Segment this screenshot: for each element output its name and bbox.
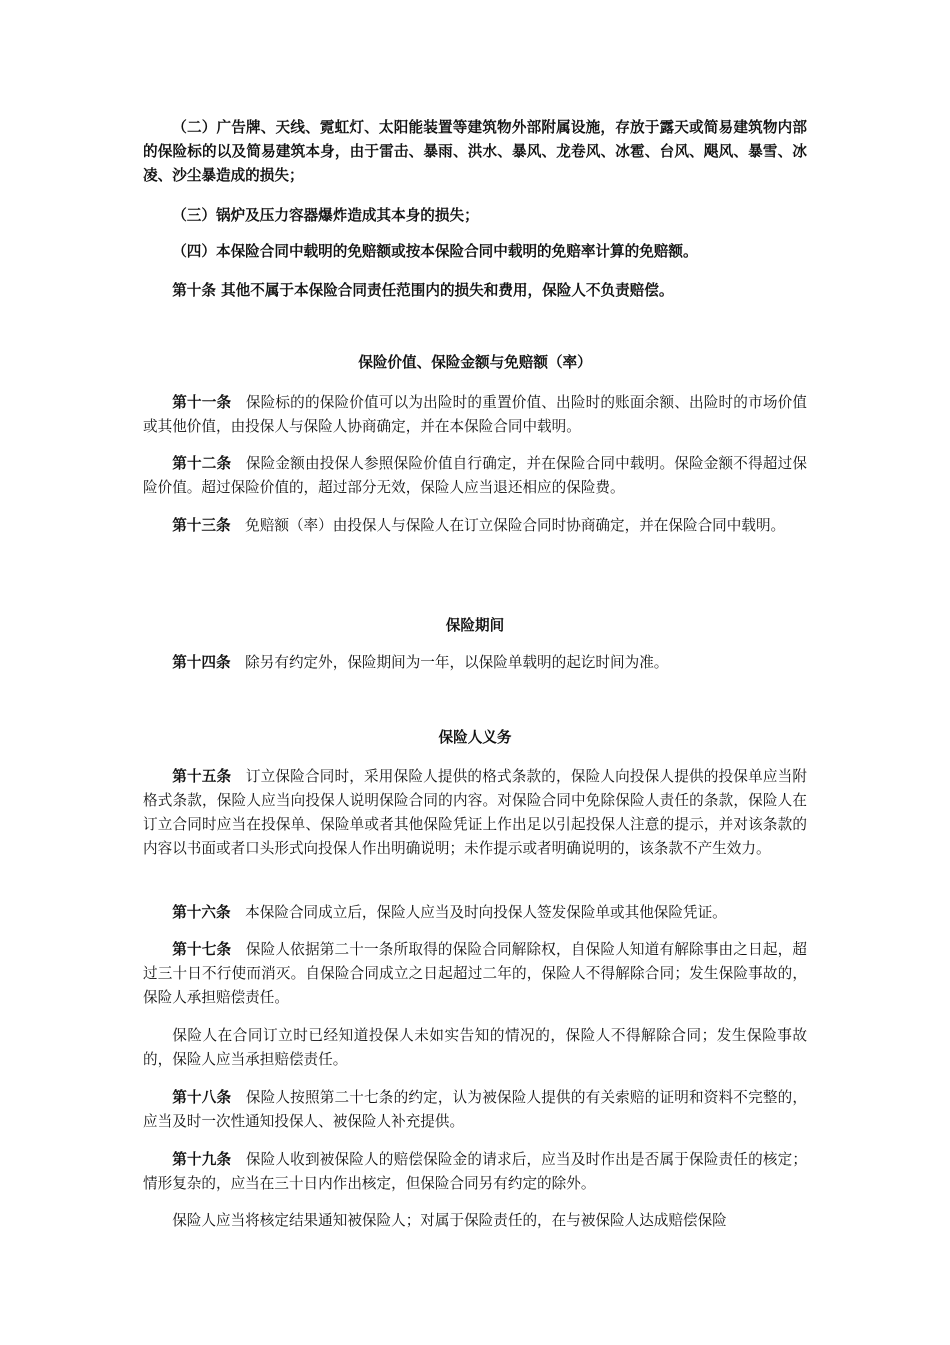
article-12-paragraph (143, 452, 807, 500)
article-14-paragraph (143, 651, 807, 675)
article-17-label: 第十七条 (172, 941, 232, 958)
clause-2-paragraph: （二）广告牌、天线、霓虹灯、太阳能装置等建筑物外部附属设施，存放于露天或简易建筑物内部的保险标的以及简易建筑本身，由于雷击、暴雨、洪水、暴风、龙卷风、冰雹、台风、飓风、暴雪、冰凌、沙尘暴造成的损失； (143, 119, 807, 184)
article-10-paragraph: 第十条 其他不属于本保险合同责任范围内的损失和费用，保险人不负责赔偿。 (172, 282, 674, 299)
article-11-paragraph (143, 391, 807, 439)
article-19-text: 保险人收到被保险人的赔偿保险金的请求后，应当及时作出是否属于保险责任的核定；情形复杂的，应当在三十日内作出核定，但保险合同另有约定的除外。 (143, 1151, 807, 1192)
article-13-paragraph (143, 514, 807, 538)
article-17-paragraph-2: 保险人在合同订立时已经知道投保人未如实告知的情况的，保险人不得解除合同；发生保险事故的，保险人应当承担赔偿责任。 (143, 1027, 807, 1068)
article-14-label: 第十四条 (172, 654, 231, 671)
article-17-paragraph (143, 938, 807, 1010)
article-18-label: 第十八条 (172, 1089, 232, 1106)
article-15-label: 第十五条 (172, 768, 232, 785)
article-14-text: 除另有约定外，保险期间为一年，以保险单载明的起讫时间为准。 (245, 654, 669, 671)
clause-3-paragraph: （三）锅炉及压力容器爆炸造成其本身的损失； (172, 207, 479, 224)
clause-4-paragraph: （四）本保险合同中载明的免赔额或按本保险合同中载明的免赔率计算的免赔额。 (172, 243, 698, 260)
article-16-paragraph (143, 901, 807, 925)
section-heading-insurance-period: 保险期间 (445, 617, 505, 634)
article-16-text: 本保险合同成立后，保险人应当及时向投保人签发保险单或其他保险凭证。 (245, 904, 727, 921)
article-11-text: 保险标的的保险价值可以为出险时的重置价值、出险时的账面余额、出险时的市场价值或其他价值，由投保人与保险人协商确定，并在本保险合同中载明。 (143, 394, 807, 435)
article-16-label: 第十六条 (172, 904, 231, 921)
article-19-label: 第十九条 (172, 1151, 232, 1168)
article-15-paragraph (143, 765, 807, 861)
article-18-paragraph (143, 1086, 807, 1134)
article-19-paragraph-2: 保险人应当将核定结果通知被保险人；对属于保险责任的，在与被保险人达成赔偿保险 (172, 1212, 727, 1229)
article-13-text: 免赔额（率）由投保人与保险人在订立保险合同时协商确定，并在保险合同中载明。 (245, 517, 786, 534)
article-18-text: 保险人按照第二十七条的约定，认为被保险人提供的有关索赔的证明和资料不完整的，应当及时一次性通知投保人、被保险人补充提供。 (143, 1089, 807, 1130)
article-12-label: 第十二条 (172, 455, 232, 472)
article-11-label: 第十一条 (172, 394, 232, 411)
article-15-text: 订立保险合同时，采用保险人提供的格式条款的，保险人向投保人提供的投保单应当附格式条款，保险人应当向投保人说明保险合同的内容。对保险合同中免除保险人责任的条款，保险人在订立合同时应当在投保单、保险单或者其他保险凭证上作出足以引起投保人注意的提示，并对该条款的内容以书面或者口头形式向投保人作出明确说明；未作提示或者明确说明的，该条款不产生效力。 (143, 768, 807, 857)
section-heading-insurer-obligations: 保险人义务 (438, 729, 512, 746)
article-13-label: 第十三条 (172, 517, 231, 534)
article-19-paragraph (143, 1148, 807, 1196)
article-17-text: 保险人依据第二十一条所取得的保险合同解除权，自保险人知道有解除事由之日起，超过三十日不行使而消灭。自保险合同成立之日起超过二年的，保险人不得解除合同；发生保险事故的，保险人承担赔偿责任。 (143, 941, 807, 1006)
article-12-text: 保险金额由投保人参照保险价值自行确定，并在保险合同中载明。保险金额不得超过保险价值。超过保险价值的，超过部分无效，保险人应当退还相应的保险费。 (143, 455, 807, 496)
section-heading-insurance-value: 保险价值、保险金额与免赔额（率） (358, 354, 592, 371)
